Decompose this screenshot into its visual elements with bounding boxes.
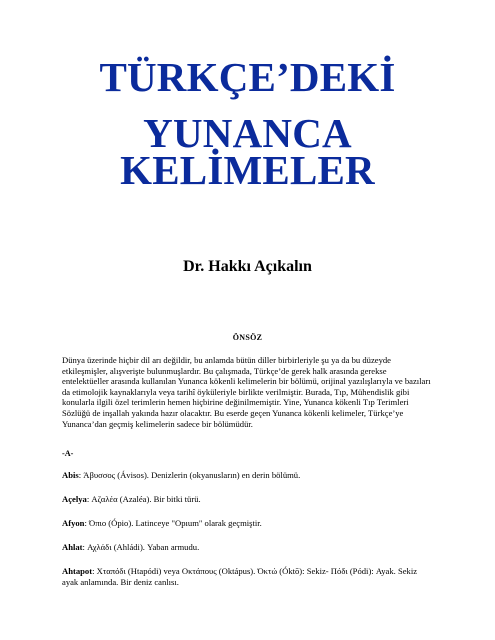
title-line-3: KELİMELER [120, 147, 375, 193]
entry-definition: : Αζαλέα (Azaléa). Bir bitki türü. [86, 494, 201, 504]
author-name: Dr. Hakkı Açıkalın [183, 258, 312, 275]
entry-term: Afyon [62, 518, 85, 528]
dictionary-entry [62, 494, 434, 505]
foreword-body [62, 355, 434, 429]
title-line-2: YUNANCA [143, 110, 352, 156]
entry-definition: : Όπιο (Ópio). Latinceye "Opıum" olarak geçmiştir. [84, 518, 262, 528]
foreword-heading: ÖNSÖZ [232, 333, 263, 342]
dictionary-entry [62, 542, 434, 553]
dictionary-entry [62, 566, 434, 588]
entry-definition: : Χταπόδι (Htapódi) veya Οκτάπους (Oktápus). Όκτώ (Óktō): Sekiz- Πόδι (Pódi): Ayak. Sekiz ayak anlamında. Bir deniz canlısı. [62, 566, 418, 587]
foreword-paragraph: Dünya üzerinde hiçbir dil arı değildir, bu anlamda bütün diller birbirleriyle şu ya da bu düzeyde etkileşmişler, alışverişte bulunmuşlardır. Bu çalışmada, Türkçe’de gerek halk arasında gerekse entelektüeller arasında kullanılan Yunanca kökenli kelimelerin bir bölümü, orijinal yazılışlarıyla ve bazıları da etimolojik kaynaklarıyla veya tarihî öyküleriyle birlikte verilmiştir. Burada, Tıp, Mühendislik gibi konularla ilgili özel terimlerin hemen hiçbirine değinilmemiştir. Yine, Yunanca kökenli Tıp Terimleri Sözlüğü de inşallah yakında hazır olacaktır. Bu eserde geçen Yunanca kökenli kelimeler, Türkçe’ye Yunanca’dan geçmiş kelimelerin sadece bir bölümüdür. [62, 355, 431, 429]
entry-term: Ahtapot [62, 566, 93, 576]
entry-term: Ahlat [62, 542, 83, 552]
dictionary-entry [62, 470, 434, 481]
entry-term: Açelya [62, 494, 87, 504]
entry-term: Abis [62, 470, 79, 480]
section-label: -A- [62, 449, 74, 458]
title-line-1: TÜRKÇE’DEKİ [99, 54, 396, 100]
entry-definition: : Άβυσσος (Ávisos). Denizlerin (okyanusların) en derin bölümü. [78, 470, 301, 480]
dictionary-entry [62, 518, 434, 529]
entry-definition: : Αχλάδι (Ahládi). Yaban armudu. [82, 542, 200, 552]
